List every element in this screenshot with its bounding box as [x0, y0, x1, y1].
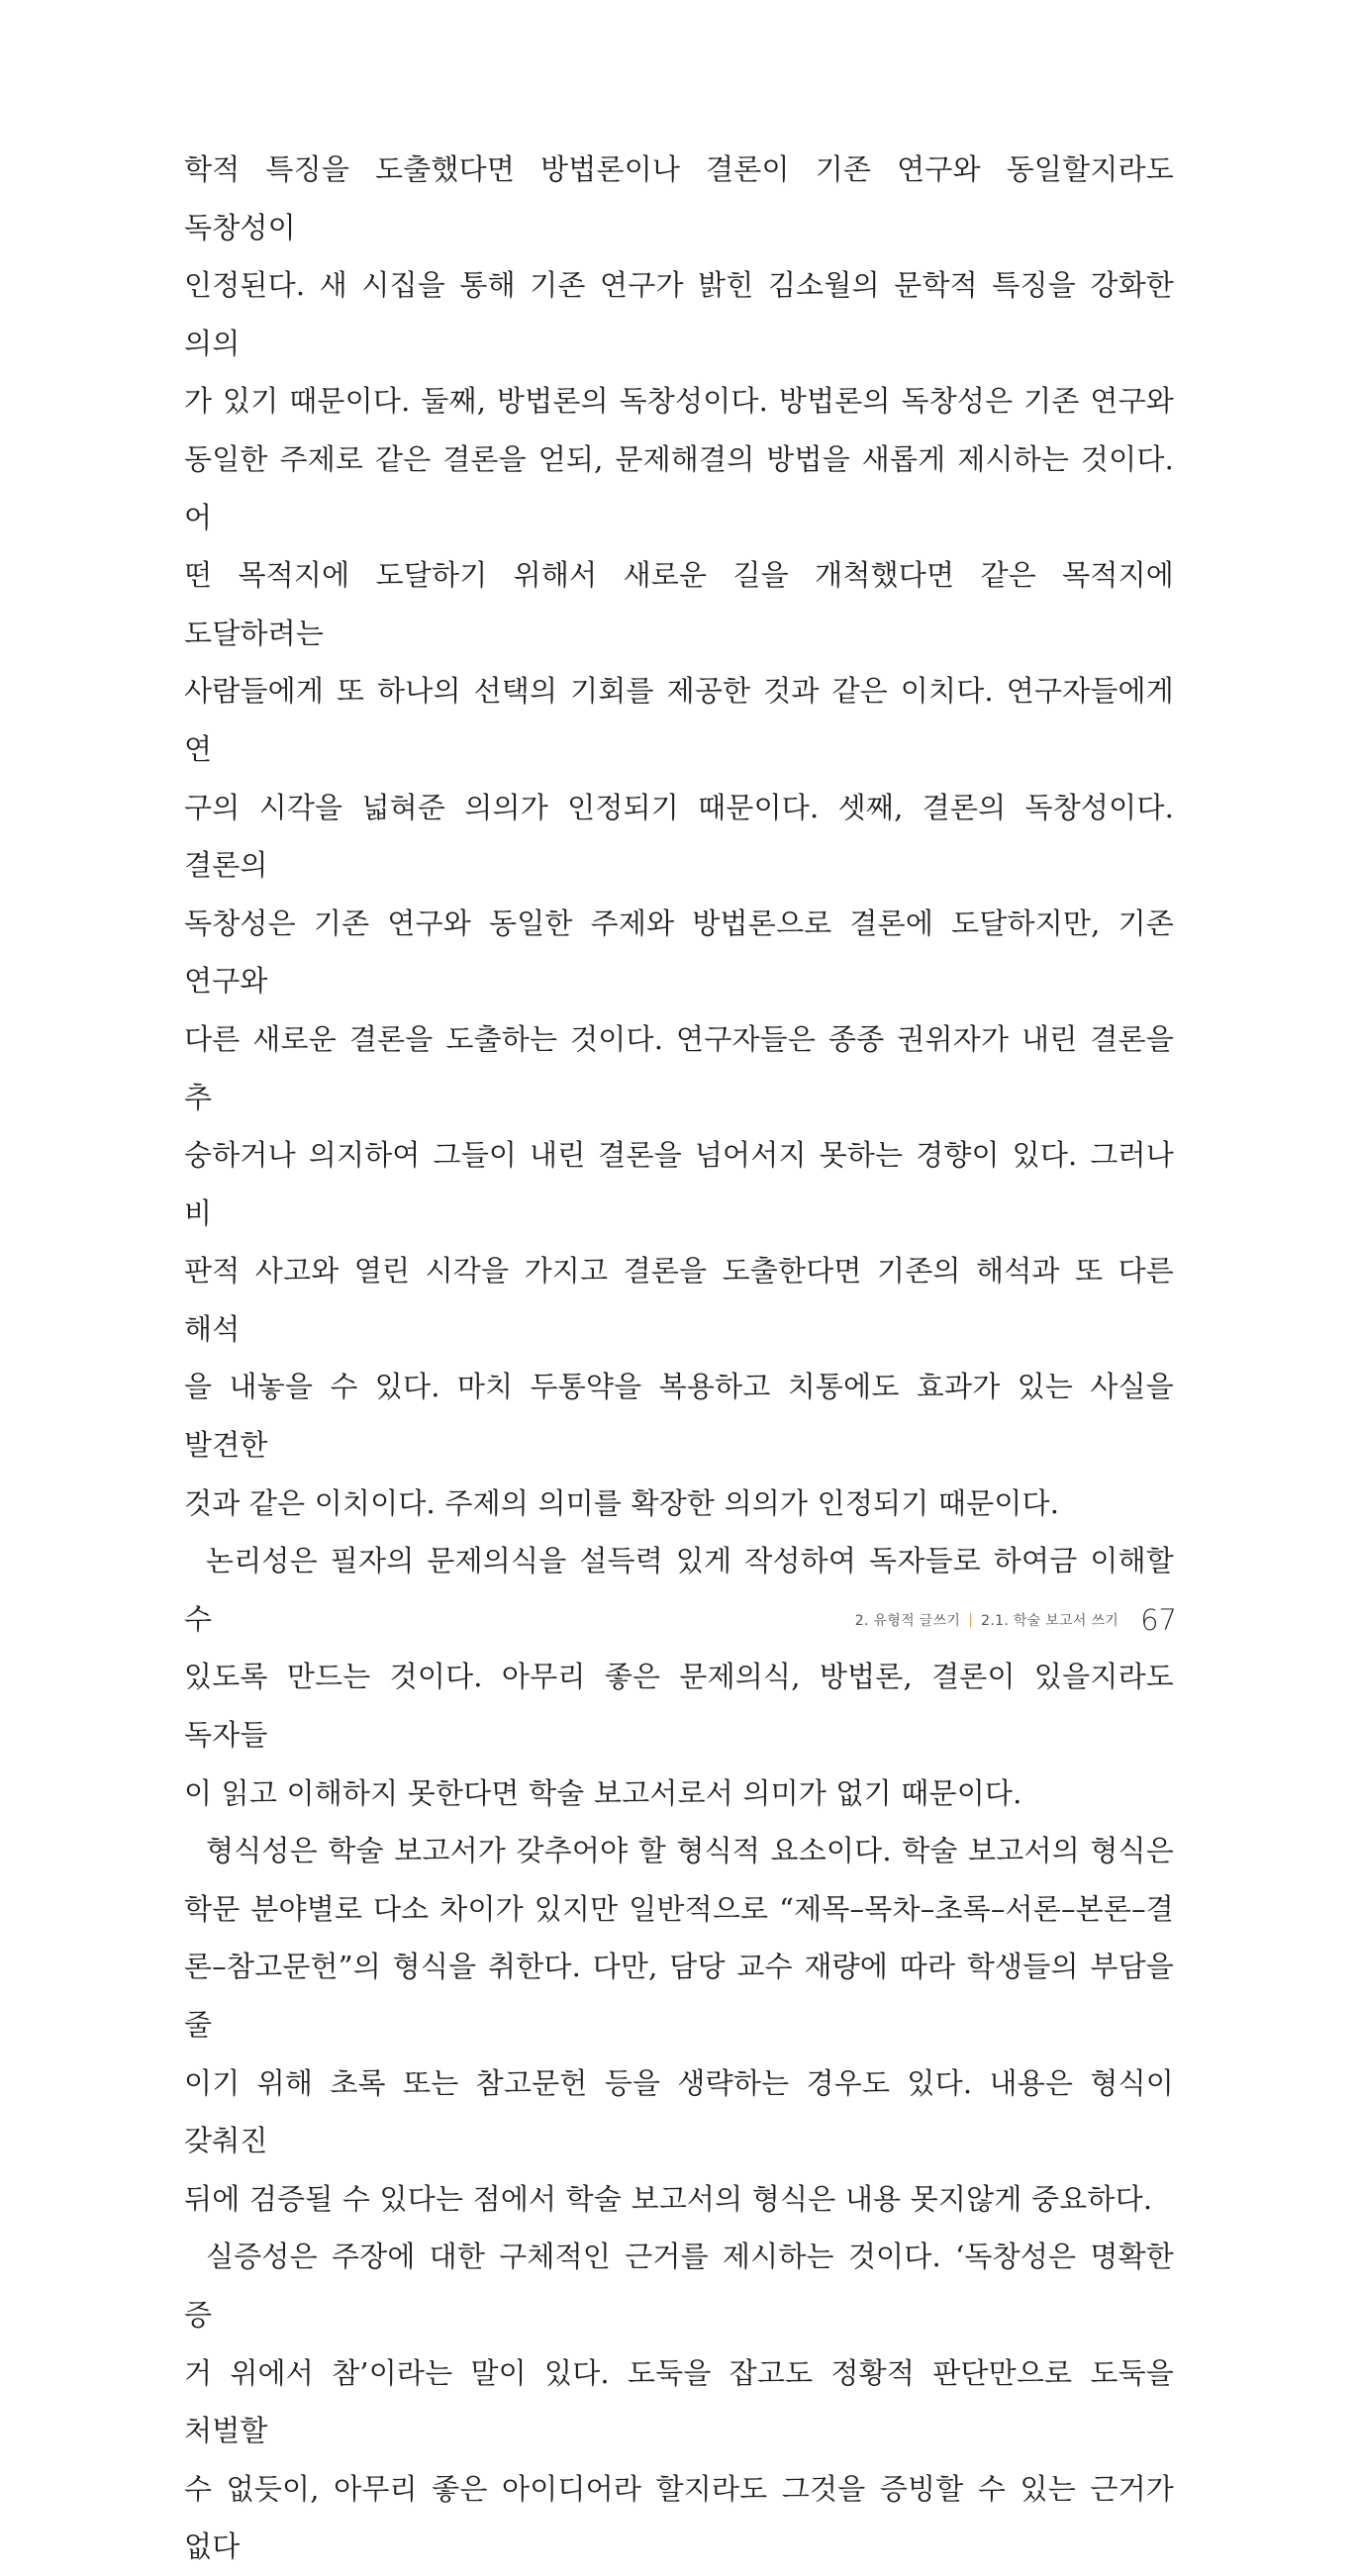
text-line: 뒤에 검증될 수 있다는 점에서 학술 보고서의 형식은 내용 못지않게 중요하다.: [184, 2181, 1153, 2216]
text-line: 다른 새로운 결론을 도출하는 것이다. 연구자들은 종종 권위자가 내린 결론을 추: [184, 1021, 1174, 1114]
text-line: 있도록 만드는 것이다. 아무리 좋은 문제의식, 방법론, 결론이 있을지라도 독자들: [184, 1660, 1174, 1753]
text-line: 을 내놓을 수 있다. 마치 두통약을 복용하고 치통에도 효과가 있는 사실을 발견한: [184, 1370, 1174, 1463]
text-line: 떤 목적지에 도달하기 위해서 새로운 길을 개척했다면 같은 목적지에 도달하려는: [184, 558, 1174, 650]
text-line: 인정된다. 새 시집을 통해 기존 연구가 밝힌 김소월의 문학적 특징을 강화한 의의: [184, 268, 1174, 360]
text-line: 거 위에서 참’이라는 말이 있다. 도둑을 잡고도 정황적 판단만으로 도둑을 처벌할: [184, 2355, 1174, 2448]
footer-section-title: 2.1. 학술 보고서 쓰기: [981, 1613, 1119, 1629]
text-line: 수 없듯이, 아무리 좋은 아이디어라 할지라도 그것을 증빙할 수 있는 근거가 없다: [184, 2471, 1174, 2564]
text-line: 구의 시각을 넓혀준 의의가 인정되기 때문이다. 셋째, 결론의 독창성이다. 결론의: [184, 790, 1174, 883]
text-line: 학문 분야별로 다소 차이가 있지만 일반적으로 “제목–목차–초록–서론–본론–결: [184, 1891, 1174, 1926]
text-line: 이기 위해 초록 또는 참고문헌 등을 생략하는 경우도 있다. 내용은 형식이 갖춰진: [184, 2065, 1174, 2158]
page-footer: [855, 1598, 1177, 1642]
page-number: 67: [1140, 1603, 1177, 1637]
page-body: [184, 141, 1174, 2576]
text-line: 학적 특징을 도출했다면 방법론이나 결론이 기존 연구와 동일할지라도 독창성이: [184, 152, 1174, 244]
text-line: 판적 사고와 열린 시각을 가지고 결론을 도출한다면 기존의 해석과 또 다른 해석: [184, 1254, 1174, 1346]
text-line: 것과 같은 이치이다. 주제의 의미를 확장한 의의가 인정되기 때문이다.: [184, 1485, 1060, 1520]
footer-divider: [970, 1613, 971, 1627]
text-line: 사람들에게 또 하나의 선택의 기회를 제공한 것과 같은 이치다. 연구자들에게 연: [184, 674, 1174, 766]
paragraph-formality: [184, 1822, 1174, 2228]
paragraph-evidence: [184, 2228, 1174, 2576]
text-line: 동일한 주제로 같은 결론을 얻되, 문제해결의 방법을 새롭게 제시하는 것이다. 어: [184, 441, 1174, 534]
footer-chapter-title: 2. 유형적 글쓰기: [854, 1613, 961, 1629]
text-line: 이 읽고 이해하지 못한다면 학술 보고서로서 의미가 없기 때문이다.: [184, 1775, 1022, 1810]
paragraph-originality-continued: [184, 141, 1174, 1532]
text-line: 독창성은 기존 연구와 동일한 주제와 방법론으로 결론에 도달하지만, 기존 연구와: [184, 906, 1174, 999]
paragraph-logic: [184, 1532, 1174, 1822]
text-line: 론–참고문헌”의 형식을 취한다. 다만, 담당 교수 재량에 따라 학생들의 부담을 줄: [184, 1950, 1174, 2042]
text-line: 숭하거나 의지하여 그들이 내린 결론을 넘어서지 못하는 경향이 있다. 그러나 비: [184, 1138, 1174, 1230]
text-line: 실증성은 주장에 대한 구체적인 근거를 제시하는 것이다. ‘독창성은 명확한 증: [184, 2240, 1174, 2332]
text-line: 형식성은 학술 보고서가 갖추어야 할 형식적 요소이다. 학술 보고서의 형식은: [206, 1834, 1174, 1868]
text-line: 가 있기 때문이다. 둘째, 방법론의 독창성이다. 방법론의 독창성은 기존 연구와: [184, 384, 1174, 419]
text-line: 논리성은 필자의 문제의식을 설득력 있게 작성하여 독자들로 하여금 이해할 수: [184, 1544, 1174, 1636]
